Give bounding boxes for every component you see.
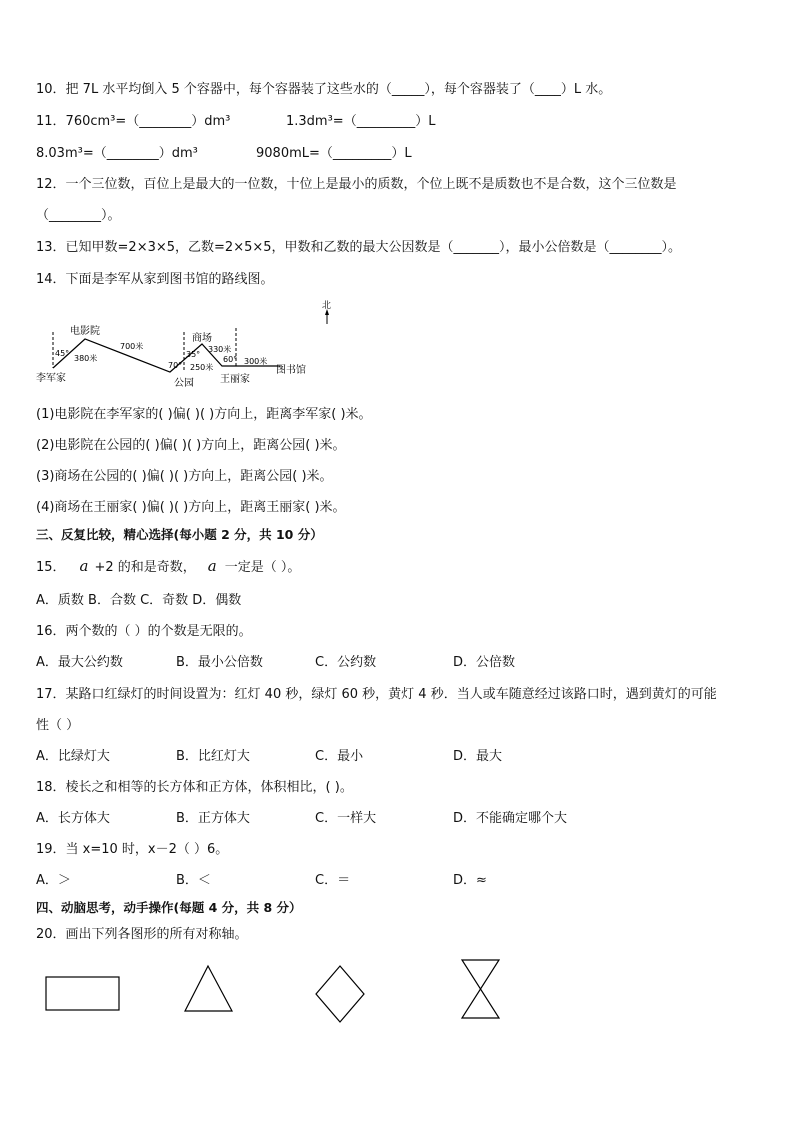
q15-number: 15． <box>36 560 66 575</box>
north-arrow-icon <box>325 309 329 324</box>
north-label: 北 <box>322 301 332 311</box>
angle-70: 70° <box>168 361 183 370</box>
q14-sub1: (1)电影院在李军家的( )偏( )( )方向上，距离李军家( )米。 <box>36 407 372 422</box>
q18-opt-c: C．一样大 <box>315 811 377 826</box>
q10: 10．把 7L 水平均倒入 5 个容器中，每个容器装了这些水的（_____），每个容器装了（____）L 水。 <box>36 82 612 97</box>
q16-opt-a: A．最大公约数 <box>36 655 123 670</box>
angle-60: 60° <box>223 355 238 364</box>
q16: 16．两个数的（ ）的个数是无限的。 <box>36 624 252 639</box>
q14-sub4: (4)商场在王丽家( )偏( )( )方向上，距离王丽家( )米。 <box>36 500 346 515</box>
angle-45: 45° <box>55 349 70 358</box>
q11-line2-b: 9080mL=（_________）L <box>256 146 412 161</box>
q15-var: a <box>79 557 89 575</box>
q14-sub3: (3)商场在公园的( )偏( )( )方向上，距离公园( )米。 <box>36 469 333 484</box>
q19-opt-b: B．＜ <box>176 873 211 888</box>
q15-end: 一定是（ ）。 <box>224 560 301 575</box>
q19: 19．当 x=10 时，x－2（ ）6。 <box>36 842 229 857</box>
q19-opt-c: C．＝ <box>315 873 351 888</box>
q16-opt-b: B．最小公倍数 <box>176 655 263 670</box>
q19-opt-d: D．≈ <box>453 873 487 888</box>
triangle-shape <box>185 966 232 1011</box>
library-label: 图书馆 <box>276 365 306 376</box>
q17-opt-b: B．比红灯大 <box>176 749 250 764</box>
q16-opt-c: C．公约数 <box>315 655 377 670</box>
mall-label: 商场 <box>192 333 212 344</box>
dist-700: 700米 <box>120 342 144 351</box>
rhombus-shape <box>316 966 364 1022</box>
q17-line1: 17．某路口红绿灯的时间设置为：红灯 40 秒，绿灯 60 秒，黄灯 4 秒．当人或车随意经过该路口时，遇到黄灯的可能 <box>36 687 717 702</box>
q17-opt-c: C．最小 <box>315 749 364 764</box>
park-label: 公园 <box>174 378 194 389</box>
dist-330: 330米 <box>208 345 232 354</box>
q14: 14．下面是李军从家到图书馆的路线图。 <box>36 272 274 287</box>
route-map <box>30 298 340 393</box>
q14-sub2: (2)电影院在公园的( )偏( )( )方向上，距离公园( )米。 <box>36 438 346 453</box>
q12-line2: （________）。 <box>36 208 121 223</box>
section-4-heading: 四、动脑思考，动手操作(每题 4 分，共 8 分） <box>36 900 302 915</box>
angle-35: 35° <box>186 350 201 359</box>
symmetry-shapes <box>0 950 794 1030</box>
q11-line1-b: 1.3dm³=（_________）L <box>286 114 436 129</box>
q11-line1-a: 11．760cm³=（________）dm³ <box>36 114 231 129</box>
q15-mid: +2 的和是奇数， <box>94 560 196 575</box>
rectangle-shape <box>46 977 119 1010</box>
q15 <box>36 556 300 578</box>
q16-opt-d: D．公倍数 <box>453 655 516 670</box>
hourglass-shape <box>462 960 499 1018</box>
q13: 13．已知甲数=2×3×5，乙数=2×5×5，甲数和乙数的最大公因数是（_______），最小公倍数是（________）。 <box>36 240 682 255</box>
q17-opt-a: A．比绿灯大 <box>36 749 110 764</box>
q19-opt-a: A．＞ <box>36 873 71 888</box>
q18-opt-b: B．正方体大 <box>176 811 250 826</box>
section-3-heading: 三、反复比较，精心选择(每小题 2 分，共 10 分） <box>36 527 323 542</box>
wangli-label: 王丽家 <box>220 374 250 385</box>
dist-300: 300米 <box>244 357 268 366</box>
cinema-label: 电影院 <box>70 326 100 337</box>
q17-opt-d: D．最大 <box>453 749 503 764</box>
q18-opt-a: A．长方体大 <box>36 811 110 826</box>
q18-opt-d: D．不能确定哪个大 <box>453 811 568 826</box>
lijun-label: 李军家 <box>36 373 66 384</box>
q15-var2: a <box>207 557 217 575</box>
q15-options: A．质数 B．合数 C．奇数 D．偶数 <box>36 593 242 608</box>
q18: 18．棱长之和相等的长方体和正方体，体积相比，( )。 <box>36 780 353 795</box>
q20: 20．画出下列各图形的所有对称轴。 <box>36 927 248 942</box>
dist-250: 250米 <box>190 363 214 372</box>
q17-line2: 性（ ） <box>36 718 80 733</box>
q11-line2-a: 8.03m³=（________）dm³ <box>36 146 198 161</box>
dist-380: 380米 <box>74 354 98 363</box>
q12-line1: 12．一个三位数，百位上是最大的一位数，十位上是最小的质数，个位上既不是质数也不是合数，这个三位数是 <box>36 177 677 192</box>
